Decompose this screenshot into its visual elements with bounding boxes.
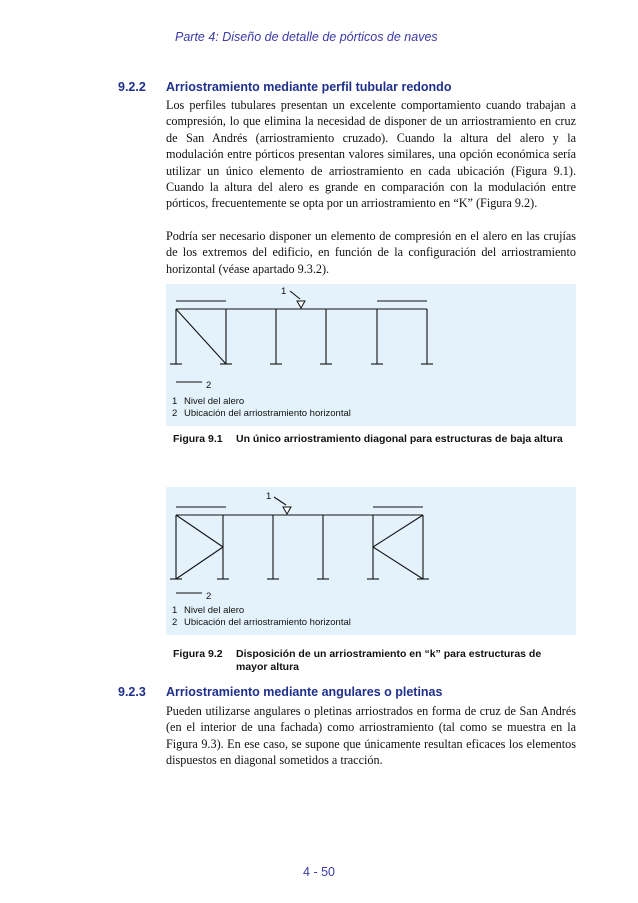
figure-legend — [172, 605, 351, 629]
marker-1: 1 — [266, 491, 272, 502]
k-brace — [176, 515, 223, 547]
eaves-level-symbol — [283, 507, 291, 514]
legend-item: 2 Ubicación del arriostramiento horizontal — [172, 617, 351, 628]
figure-caption-label: Figura 9.1 — [173, 433, 223, 445]
running-header: Parte 4: Diseño de detalle de pórticos de naves — [175, 30, 438, 44]
figure-9-1-box — [166, 284, 576, 426]
figure-9-2-box — [166, 487, 576, 635]
marker-1: 1 — [281, 286, 287, 297]
legend-item: 1 Nivel del alero — [172, 605, 245, 616]
figure-caption-text: Un único arriostramiento diagonal para estructuras de baja altura — [236, 433, 563, 445]
figure-legend — [172, 396, 351, 420]
eaves-level-symbol — [297, 301, 305, 308]
k-brace — [373, 515, 423, 547]
paragraph: Pueden utilizarse angulares o pletinas arriostrados en forma de cruz de San Andrés (en el interior de una fachada) como arriostramiento (tal como se muestra en la Figura 9.3). En ese caso, se supone que únicamente resultan eficaces los elementos dispuestos en diagonal sometidos a tracción. — [166, 704, 576, 768]
legend-item: 2 Ubicación del arriostramiento horizontal — [172, 408, 351, 419]
diagonal-brace — [176, 309, 226, 364]
section-number: 9.2.3 — [118, 685, 146, 699]
legend-item: 1 Nivel del alero — [172, 396, 245, 407]
k-brace — [176, 547, 223, 579]
section-number: 9.2.2 — [118, 80, 146, 94]
paragraph: Podría ser necesario disponer un elemento de compresión en el alero en las crujías de los extremos del edificio, en función de la configuración del arriostramiento horizontal (véase apartado 9.3.2). — [166, 229, 576, 276]
section-title: Arriostramiento mediante perfil tubular redondo — [166, 80, 452, 94]
k-brace — [373, 547, 423, 579]
page-number: 4 - 50 — [303, 865, 335, 879]
marker-2: 2 — [206, 380, 212, 391]
figure-caption-text: Disposición de un arriostramiento en “k” para estructuras de mayor altura — [236, 648, 542, 673]
figure-caption-label: Figura 9.2 — [173, 648, 223, 660]
paragraph: Los perfiles tubulares presentan un excelente comportamiento cuando trabajan a compresión, lo que elimina la necesidad de disponer de un arriostramiento en cruz de San Andrés (arriostramiento cruzado). Cuando la altura del alero y la modulación entre pórticos presentan valores similares, una opción económica sería utilizar un único elemento de arriostramiento en cada ubicación (Figura 9.1). Cuando la altura del alero es grande en comparación con la modulación entre pórticos, frecuentemente se opta por un arriostramiento en “K” (Figura 9.2). — [166, 98, 576, 211]
section-title: Arriostramiento mediante angulares o pletinas — [166, 685, 443, 699]
marker-2: 2 — [206, 591, 212, 602]
